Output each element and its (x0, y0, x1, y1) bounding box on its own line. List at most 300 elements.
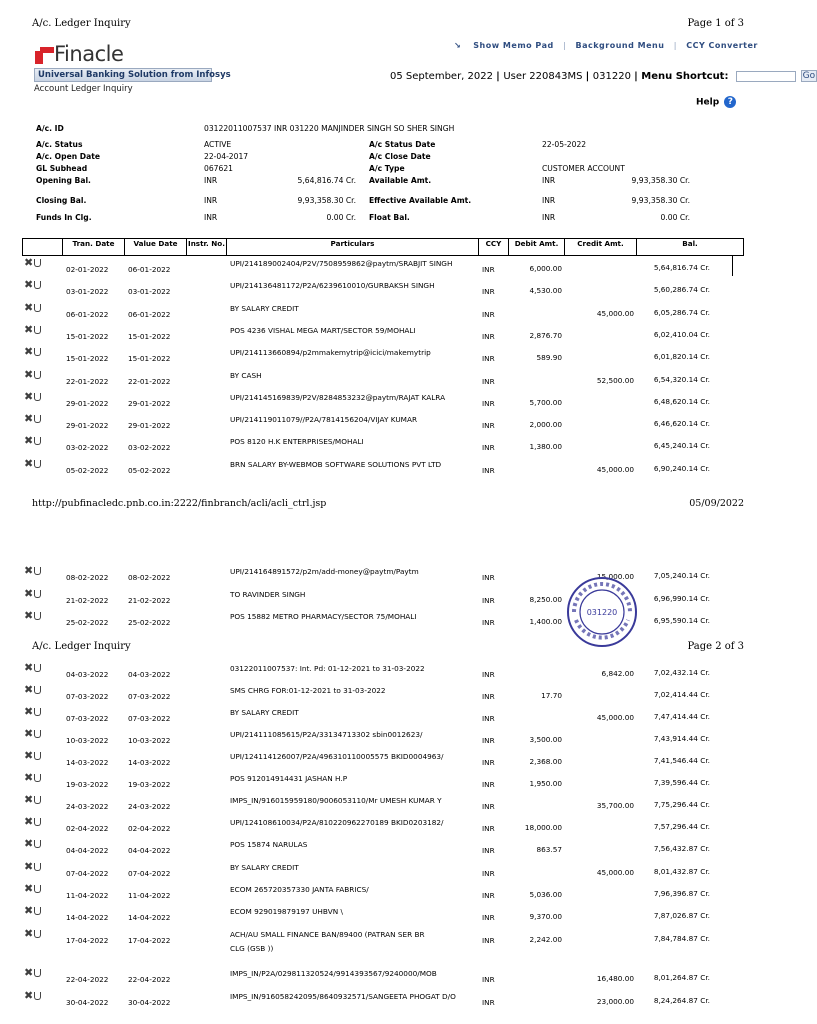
transaction-detail-icon[interactable] (24, 389, 41, 403)
cup-icon (34, 992, 41, 1000)
transaction-detail-icon[interactable] (24, 322, 41, 336)
transaction-detail-icon[interactable] (24, 884, 41, 894)
ledger-row (22, 927, 744, 953)
transaction-detail-icon[interactable] (24, 663, 41, 673)
debit-amount: 1,950.00 (529, 779, 562, 788)
credit-amount: 23,000.00 (596, 997, 634, 1006)
cup-icon (34, 840, 41, 848)
value-date: 11-04-2022 (128, 891, 171, 900)
footer-url: http://pubfinacledc.pnb.co.in:2222/finbranch/acli/acli_ctrl.jsp (32, 498, 327, 509)
debit-amount: 2,876.70 (529, 330, 562, 340)
cup-icon (34, 437, 41, 445)
credit-amount: 52,500.00 (596, 375, 634, 385)
value-date: 07-03-2022 (128, 714, 171, 723)
currency: INR (482, 309, 495, 319)
particulars: UPI/214119011079//P2A/7814156204/VIJAY KUMAR (230, 415, 418, 425)
document-title: A/c. Ledger Inquiry (32, 18, 131, 29)
account-type-value: CUSTOMER ACCOUNT (542, 164, 625, 173)
transaction-detail-icon[interactable] (24, 795, 41, 805)
transaction-detail-icon[interactable] (24, 773, 41, 783)
cross-icon: ✖ (24, 256, 34, 269)
particulars: UPI/214136481172/P2A/6239610010/GURBAKSH SINGH (230, 281, 435, 291)
cross-icon: ✖ (24, 322, 34, 336)
value-date: 07-03-2022 (128, 692, 171, 701)
particulars: POS 912014914431 JASHAN H.P (230, 774, 348, 783)
col-debit: Debit Amt. (509, 239, 565, 255)
transaction-detail-icon[interactable] (24, 258, 41, 268)
ledger-row (22, 989, 744, 1015)
value-date: 04-03-2022 (128, 670, 171, 679)
balance: 6,96,990.14 Cr. (653, 593, 710, 603)
transaction-detail-icon[interactable] (24, 586, 41, 600)
tran-date: 08-02-2022 (66, 573, 109, 582)
debit-amount: 18,000.00 (524, 823, 562, 832)
currency: INR (482, 398, 495, 408)
cup-icon (34, 930, 41, 938)
logo-tagline: Universal Banking Solution from Infosys (34, 68, 212, 82)
value-date: 14-04-2022 (128, 913, 171, 922)
stamp-code: 031220 (586, 608, 618, 617)
cross-icon: ✖ (24, 837, 34, 850)
value-date: 15-01-2022 (128, 354, 171, 364)
cross-icon: ✖ (24, 815, 34, 828)
particulars: TO RAVINDER SINGH (230, 589, 306, 599)
account-id-label: A/c. ID (36, 124, 64, 133)
toolbar-divider: | (563, 41, 567, 50)
bank-stamp-seal-icon (566, 576, 638, 648)
funds-clg-label: Funds In Clg. (36, 213, 92, 222)
col-balance: Bal. (682, 239, 698, 248)
currency: INR (482, 824, 495, 833)
effective-available-value: 9,93,358.30 Cr. (631, 196, 690, 205)
cross-icon: ✖ (24, 989, 34, 1002)
debit-amount: 4,530.00 (529, 286, 562, 296)
transaction-detail-icon[interactable] (24, 414, 41, 424)
value-date: 30-04-2022 (128, 998, 171, 1007)
cup-icon (34, 708, 41, 716)
value-date: 07-04-2022 (128, 869, 171, 878)
cup-icon (34, 460, 41, 468)
tran-date: 07-03-2022 (66, 692, 109, 701)
tran-date: 03-01-2022 (66, 287, 109, 297)
credit-amount: 45,000.00 (596, 464, 634, 474)
balance: 7,47,414.44 Cr. (653, 712, 710, 721)
particulars: UPI/124108610034/P2A/810220962270189 BKID0203182/ (230, 818, 444, 827)
tran-date: 07-03-2022 (66, 714, 109, 723)
cross-icon: ✖ (24, 367, 34, 381)
transaction-detail-icon[interactable] (24, 729, 41, 739)
currency: INR (482, 595, 495, 605)
toolbar-divider: | (673, 41, 677, 50)
status-value: ACTIVE (204, 140, 232, 149)
particulars: BY CASH (230, 370, 262, 380)
credit-amount: 45,000.00 (596, 308, 634, 318)
cup-icon (34, 774, 41, 782)
tran-date: 24-03-2022 (66, 802, 109, 811)
cross-icon: ✖ (24, 412, 34, 426)
tran-date: 03-02-2022 (66, 443, 109, 453)
balance: 7,02,414.44 Cr. (653, 690, 710, 699)
particulars: UPI/214189002404/P2V/7508959862@paytm/SRABJIT SINGH (230, 259, 453, 268)
tran-date: 29-01-2022 (66, 398, 109, 408)
currency: INR (482, 287, 495, 297)
balance: 6,01,820.14 Cr. (653, 352, 710, 362)
particulars: IMPS_IN/P2A/029811320524/9914393567/9240000/MOB (230, 969, 437, 978)
transaction-detail-icon[interactable] (24, 300, 41, 314)
footer-date: 05/09/2022 (689, 498, 744, 509)
ledger-row (22, 456, 744, 483)
value-date: 21-02-2022 (128, 595, 171, 605)
particulars: ECOM 929019879197 UHBVN \ (230, 907, 343, 916)
available-amt-ccy: INR (542, 176, 556, 185)
value-date: 02-04-2022 (128, 824, 171, 833)
transaction-detail-icon[interactable] (24, 862, 41, 872)
transaction-detail-icon[interactable] (24, 347, 41, 357)
help-question-icon[interactable]: ? (724, 96, 736, 108)
balance: 6,90,240.14 Cr. (653, 463, 710, 473)
currency: INR (482, 331, 495, 341)
col-icon (23, 239, 63, 255)
value-date: 04-04-2022 (128, 846, 171, 855)
cross-icon: ✖ (24, 705, 34, 718)
col-particulars: Particulars (227, 239, 479, 255)
value-date: 29-01-2022 (128, 398, 171, 408)
col-instr-no: Instr. No. (187, 239, 227, 255)
cross-icon: ✖ (24, 389, 34, 403)
balance: 6,02,410.04 Cr. (653, 329, 710, 339)
particulars: UPI/214111085615/P2A/33134713302 sbin0012623/ (230, 730, 423, 739)
gl-subhead-value: 067621 (204, 164, 233, 173)
currency: INR (482, 714, 495, 723)
currency: INR (482, 780, 495, 789)
ledger-row (22, 966, 744, 992)
session-branch: 031220 (592, 71, 631, 82)
status-label: A/c. Status (36, 140, 83, 149)
cross-icon: ✖ (24, 727, 34, 740)
opening-bal-ccy: INR (204, 176, 218, 185)
finacle-logo (34, 42, 231, 85)
tran-date: 15-01-2022 (66, 354, 109, 364)
tran-date: 19-03-2022 (66, 780, 109, 789)
cross-icon: ✖ (24, 300, 34, 314)
cross-icon: ✖ (24, 609, 34, 622)
debit-amount: 2,000.00 (529, 420, 562, 430)
tran-date: 02-01-2022 (66, 265, 109, 274)
tran-date: 30-04-2022 (66, 998, 109, 1007)
balance: 8,01,264.87 Cr. (653, 973, 710, 982)
currency: INR (482, 670, 495, 679)
particulars: BY SALARY CREDIT (230, 708, 299, 717)
debit-amount: 2,242.00 (529, 935, 562, 944)
available-amt-label: Available Amt. (369, 176, 432, 185)
value-date: 03-02-2022 (128, 443, 171, 453)
balance: 7,75,296.44 Cr. (653, 800, 710, 809)
balance: 7,41,546.44 Cr. (653, 756, 710, 765)
balance: 6,46,620.14 Cr. (653, 419, 710, 429)
col-credit: Credit Amt. (565, 239, 637, 255)
debit-amount: 5,036.00 (529, 890, 562, 899)
closing-bal-value: 9,93,358.30 Cr. (297, 196, 356, 205)
particulars: UPI/214145169839/P2V/8284853232@paytm/RAJAT KALRA (230, 392, 446, 402)
transaction-detail-icon[interactable] (24, 751, 41, 761)
divider: | (585, 71, 593, 82)
page2-number: Page 2 of 3 (687, 641, 744, 652)
particulars: UPI/214113660894/p2mmakemytrip@icici/makemytrip (230, 348, 431, 358)
value-date: 05-02-2022 (128, 465, 171, 475)
transaction-detail-icon[interactable] (24, 906, 41, 916)
credit-amount: 16,480.00 (596, 974, 634, 983)
transaction-detail-icon[interactable] (24, 456, 41, 470)
value-date: 25-02-2022 (128, 618, 171, 627)
effective-available-label: Effective Available Amt. (369, 196, 472, 205)
currency: INR (482, 802, 495, 811)
help-label: Help (696, 97, 720, 108)
show-memo-pad-link[interactable]: Show Memo Pad (473, 41, 554, 50)
finacle-logo-mark-icon (34, 45, 56, 65)
menu-shortcut-input[interactable] (736, 71, 796, 82)
cup-icon (34, 348, 41, 356)
balance: 6,95,590.14 Cr. (653, 616, 710, 625)
session-date: 05 September, 2022 (390, 71, 493, 82)
bank-stamp (566, 576, 638, 648)
transaction-detail-icon[interactable] (24, 707, 41, 717)
transaction-detail-icon[interactable] (24, 839, 41, 849)
account-type-label: A/c Type (369, 164, 405, 173)
currency: INR (482, 376, 495, 386)
credit-amount: 35,700.00 (596, 801, 634, 810)
balance: 5,60,286.74 Cr. (653, 285, 710, 295)
particulars: POS 4236 VISHAL MEGA MART/SECTOR 59/MOHALI (230, 325, 416, 335)
credit-amount: 45,000.00 (596, 713, 634, 722)
transaction-detail-icon[interactable] (24, 685, 41, 695)
cross-icon: ✖ (24, 966, 34, 979)
cup-icon (34, 969, 41, 977)
cross-icon: ✖ (24, 860, 34, 873)
value-date: 22-01-2022 (128, 376, 171, 386)
cross-icon: ✖ (24, 345, 34, 359)
tran-date: 21-02-2022 (66, 595, 109, 605)
debit-amount: 9,370.00 (529, 912, 562, 921)
cup-icon (34, 863, 41, 871)
value-date: 19-03-2022 (128, 780, 171, 789)
credit-amount: 6,842.00 (601, 669, 634, 678)
cup-icon (34, 885, 41, 893)
ledger-table-header (22, 238, 744, 256)
debit-amount: 5,700.00 (529, 397, 562, 407)
session-bar (390, 70, 817, 82)
transaction-detail-icon[interactable] (24, 968, 41, 978)
balance: 7,87,026.87 Cr. (653, 911, 710, 920)
particulars: BY SALARY CREDIT (230, 863, 299, 872)
particulars: IMPS_IN/916015959180/9006053110/Mr UMESH KUMAR Y (230, 796, 442, 805)
account-id-value: 03122011007537 INR 031220 MANJINDER SINGH SO SHER SINGH (204, 124, 455, 133)
credit-amount: 15,000.00 (596, 572, 634, 581)
particulars: UPI/124114126007/P2A/496310110005575 BKID0004963/ (230, 752, 444, 761)
currency: INR (482, 465, 495, 475)
cup-icon (34, 664, 41, 672)
effective-available-ccy: INR (542, 196, 556, 205)
cup-icon (34, 415, 41, 423)
transaction-detail-icon[interactable] (24, 611, 41, 621)
cup-icon (34, 567, 41, 575)
debit-amount: 863.57 (536, 845, 562, 854)
value-date: 17-04-2022 (128, 936, 171, 945)
gl-subhead-label: GL Subhead (36, 164, 88, 173)
col-ccy: CCY (479, 239, 509, 255)
cup-icon (34, 730, 41, 738)
tran-date: 29-01-2022 (66, 421, 109, 431)
open-date-label: A/c. Open Date (36, 152, 100, 161)
debit-amount: 589.90 (536, 353, 562, 363)
particulars: SMS CHRG FOR:01-12-2021 to 31-03-2022 (230, 686, 386, 695)
currency: INR (482, 913, 495, 922)
cross-icon: ✖ (24, 434, 34, 448)
value-date: 29-01-2022 (128, 421, 171, 431)
cup-icon (34, 818, 41, 826)
tran-date: 06-01-2022 (66, 309, 109, 319)
status-date-label: A/c Status Date (369, 140, 436, 149)
cup-icon (34, 281, 41, 289)
tran-date: 04-04-2022 (66, 846, 109, 855)
particulars: POS 15874 NARULAS (230, 840, 308, 849)
credit-amount: 45,000.00 (596, 868, 634, 877)
currency: INR (482, 891, 495, 900)
particulars: UPI/214164891572/p2m/add-money@paytm/Paytm (230, 567, 419, 576)
debit-amount: 6,000.00 (529, 264, 562, 273)
tran-date: 10-03-2022 (66, 736, 109, 745)
tran-date: 02-04-2022 (66, 824, 109, 833)
value-date: 15-01-2022 (128, 331, 171, 341)
currency: INR (482, 443, 495, 453)
particulars: ECOM 265720357330 JANTA FABRICS/ (230, 885, 369, 894)
screen-name: Account Ledger Inquiry (34, 84, 133, 94)
transaction-detail-icon[interactable] (24, 817, 41, 827)
balance: 6,05,286.74 Cr. (653, 307, 710, 317)
value-date: 03-01-2022 (128, 287, 171, 297)
ccy-converter-link[interactable]: CCY Converter (686, 41, 758, 50)
transaction-detail-icon[interactable] (24, 991, 41, 1001)
ledger-row (22, 837, 744, 863)
go-button[interactable]: Go (802, 71, 816, 81)
currency: INR (482, 692, 495, 701)
currency: INR (482, 998, 495, 1007)
menu-shortcut-label: Menu Shortcut: (641, 71, 729, 82)
cross-icon: ✖ (24, 771, 34, 784)
float-bal-value: 0.00 Cr. (660, 213, 690, 222)
balance: 7,02,432.14 Cr. (653, 668, 710, 677)
cross-icon: ✖ (24, 793, 34, 806)
cross-icon: ✖ (24, 882, 34, 895)
tran-date: 22-01-2022 (66, 376, 109, 386)
value-date: 08-02-2022 (128, 573, 171, 582)
tran-date: 05-02-2022 (66, 465, 109, 475)
balance: 8,01,432.87 Cr. (653, 867, 710, 876)
cross-icon: ✖ (24, 278, 34, 292)
ledger-row (22, 904, 744, 930)
value-date: 06-01-2022 (128, 265, 171, 274)
balance: 7,43,914.44 Cr. (653, 734, 710, 743)
currency: INR (482, 736, 495, 745)
particulars: BRN SALARY BY-WEBMOB SOFTWARE SOLUTIONS PVT LTD (230, 459, 442, 469)
tran-date: 14-03-2022 (66, 758, 109, 767)
col-value-date: Value Date (125, 239, 187, 255)
particulars: POS 8120 H.K ENTERPRISES/MOHALI (230, 437, 364, 447)
open-date-value: 22-04-2017 (204, 152, 249, 161)
funds-clg-value: 0.00 Cr. (326, 213, 356, 222)
opening-bal-value: 5,64,816.74 Cr. (297, 176, 356, 185)
value-date: 14-03-2022 (128, 758, 171, 767)
close-date-label: A/c Close Date (369, 152, 431, 161)
cup-icon (34, 393, 41, 401)
cup-icon (34, 752, 41, 760)
tran-date: 07-04-2022 (66, 869, 109, 878)
background-menu-link[interactable]: Background Menu (575, 41, 665, 50)
value-date: 06-01-2022 (128, 309, 171, 319)
transaction-detail-icon[interactable] (24, 436, 41, 446)
currency: INR (482, 618, 495, 627)
balance: 7,84,784.87 Cr. (653, 934, 710, 943)
col-tran-date: Tran. Date (63, 239, 125, 255)
session-user: User 220843MS (503, 71, 583, 82)
tran-date: 25-02-2022 (66, 618, 109, 627)
closing-bal-ccy: INR (204, 196, 218, 205)
particulars: BY SALARY CREDIT (230, 303, 299, 313)
cross-icon: ✖ (24, 586, 34, 600)
transaction-detail-icon[interactable] (24, 566, 41, 576)
page-number: Page 1 of 3 (687, 18, 744, 29)
transaction-detail-icon[interactable] (24, 280, 41, 290)
arrow-down-right-icon: ↘ (454, 41, 462, 50)
available-amt-value: 9,93,358.30 Cr. (631, 176, 690, 185)
currency: INR (482, 975, 495, 984)
transaction-detail-icon[interactable] (24, 367, 41, 381)
currency: INR (482, 265, 495, 274)
cross-icon: ✖ (24, 661, 34, 674)
currency: INR (482, 421, 495, 431)
debit-amount: 3,500.00 (529, 735, 562, 744)
cup-icon (34, 796, 41, 804)
cross-icon: ✖ (24, 564, 34, 577)
balance: 8,24,264.87 Cr. (653, 996, 710, 1005)
cup-icon (34, 907, 41, 915)
balance: 7,39,596.44 Cr. (653, 778, 710, 787)
cross-icon: ✖ (24, 904, 34, 917)
help-link[interactable] (696, 96, 736, 108)
particulars: POS 15882 METRO PHARMACY/SECTOR 75/MOHALI (230, 612, 417, 621)
tran-date: 15-01-2022 (66, 331, 109, 341)
tran-date: 17-04-2022 (66, 936, 109, 945)
particulars: 03122011007537: Int. Pd: 01-12-2021 to 31-03-2022 (230, 664, 425, 673)
funds-clg-ccy: INR (204, 213, 218, 222)
cup-icon (34, 326, 41, 334)
particulars: IMPS_IN/916058242095/8640932571/SANGEETA PHOGAT D/O (230, 992, 456, 1001)
debit-amount: 17.70 (541, 691, 562, 700)
value-date: 10-03-2022 (128, 736, 171, 745)
cross-icon: ✖ (24, 749, 34, 762)
currency: INR (482, 758, 495, 767)
cup-icon (34, 590, 41, 598)
transaction-detail-icon[interactable] (24, 929, 41, 939)
tran-date: 14-04-2022 (66, 913, 109, 922)
debit-amount: 1,380.00 (529, 442, 562, 452)
cup-icon (34, 371, 41, 379)
debit-amount: 8,250.00 (529, 594, 562, 604)
float-bal-label: Float Bal. (369, 213, 410, 222)
balance: 7,57,296.44 Cr. (653, 822, 710, 831)
tran-date: 04-03-2022 (66, 670, 109, 679)
balance: 6,54,320.14 Cr. (653, 374, 710, 384)
cross-icon: ✖ (24, 927, 34, 940)
